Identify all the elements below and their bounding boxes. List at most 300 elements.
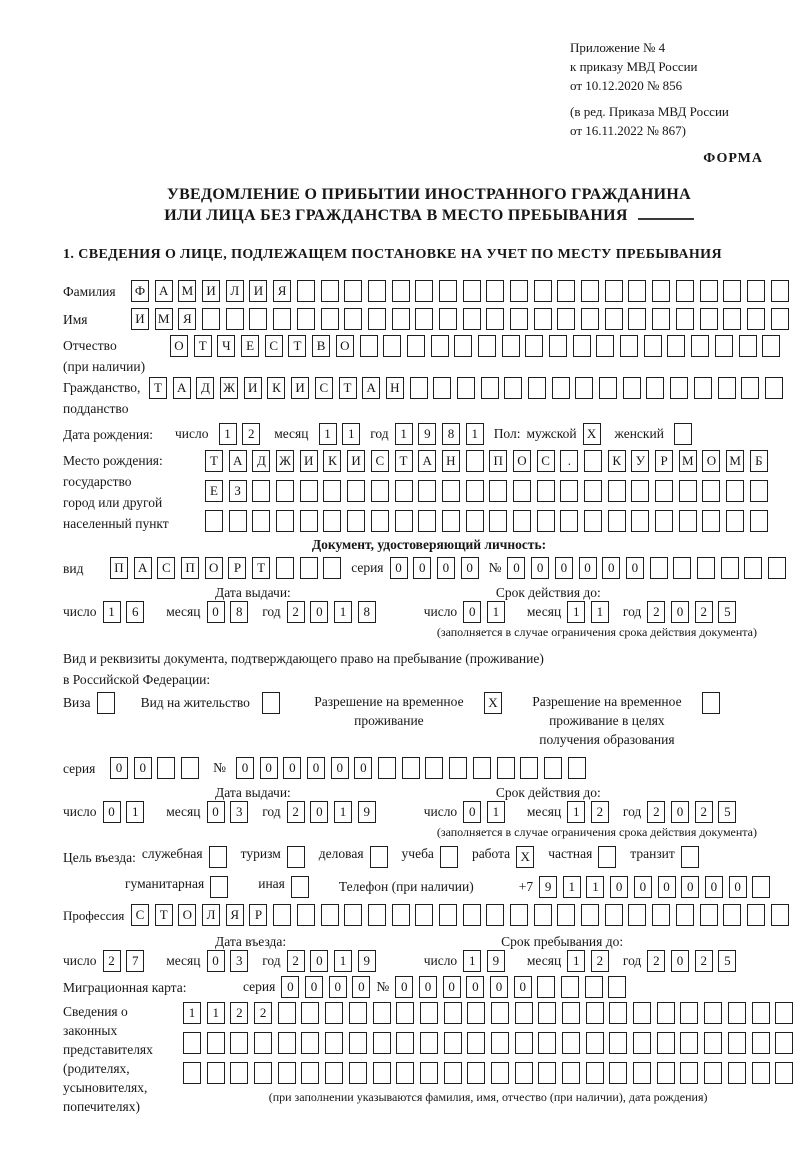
form-cell bbox=[657, 1032, 675, 1054]
form-cell bbox=[183, 1032, 201, 1054]
form-cell bbox=[549, 335, 567, 357]
form-cell bbox=[752, 1032, 770, 1054]
form-cell bbox=[481, 377, 499, 399]
issue-day-cells bbox=[103, 601, 145, 623]
form-cell: 2 bbox=[103, 950, 121, 972]
form-cell bbox=[515, 1002, 533, 1024]
form-cell bbox=[646, 377, 664, 399]
form-cell: Я bbox=[178, 308, 196, 330]
form-cell: О bbox=[702, 450, 720, 472]
form-cell bbox=[415, 308, 433, 330]
form-cell: 2 bbox=[287, 801, 305, 823]
form-cell bbox=[454, 335, 472, 357]
form-cell: О bbox=[513, 450, 531, 472]
identity-doc-dates bbox=[63, 601, 795, 623]
form-cell: 0 bbox=[329, 976, 347, 998]
form-cell bbox=[229, 510, 247, 532]
form-cell bbox=[489, 480, 507, 502]
form-cell bbox=[704, 1002, 722, 1024]
form-cell: О bbox=[205, 557, 223, 579]
form-cell bbox=[650, 557, 668, 579]
form-cell: 0 bbox=[681, 876, 699, 898]
form-cell: 0 bbox=[310, 601, 328, 623]
form-cell bbox=[510, 280, 528, 302]
form-cell bbox=[573, 335, 591, 357]
form-cell bbox=[557, 308, 575, 330]
form-cell: 2 bbox=[647, 601, 665, 623]
form-cell bbox=[537, 480, 555, 502]
form-cell bbox=[697, 557, 715, 579]
title-line-1: УВЕДОМЛЕНИЕ О ПРИБЫТИИ ИНОСТРАННОГО ГРАЖДАНИНА bbox=[167, 186, 691, 203]
form-cell bbox=[402, 757, 420, 779]
representatives-label: Сведения о законных представителях (родителях, усыновителях, попечителях) bbox=[63, 1004, 153, 1114]
form-cell: 0 bbox=[626, 557, 644, 579]
form-cell bbox=[491, 1062, 509, 1084]
birth-date-label: Дата рождения: bbox=[63, 426, 154, 442]
form-cell bbox=[750, 510, 768, 532]
form-cell: 0 bbox=[283, 757, 301, 779]
revision-line: (в ред. Приказа МВД России bbox=[570, 104, 729, 119]
form-cell bbox=[670, 377, 688, 399]
purpose-tourism: туризм bbox=[241, 846, 305, 868]
purpose-business: деловая bbox=[319, 846, 388, 868]
form-cell bbox=[644, 335, 662, 357]
form-cell: 0 bbox=[307, 757, 325, 779]
form-cell bbox=[297, 280, 315, 302]
form-cell: 2 bbox=[287, 950, 305, 972]
phone-cells bbox=[539, 876, 770, 898]
profession-cells bbox=[131, 904, 789, 926]
form-cell: Л bbox=[226, 280, 244, 302]
form-cell bbox=[680, 1002, 698, 1024]
purpose-row-1 bbox=[63, 846, 795, 868]
form-cell bbox=[667, 335, 685, 357]
form-cell bbox=[449, 757, 467, 779]
form-cell: 1 bbox=[126, 801, 144, 823]
form-cell bbox=[680, 1032, 698, 1054]
form-cell: А bbox=[362, 377, 380, 399]
birth-date-row bbox=[63, 423, 795, 445]
form-cell bbox=[360, 335, 378, 357]
purpose-private: частная bbox=[548, 846, 616, 868]
form-cell: И bbox=[347, 450, 365, 472]
form-cell: 0 bbox=[437, 557, 455, 579]
form-cell bbox=[368, 904, 386, 926]
issue-date-heading: Дата выдачи: bbox=[215, 785, 291, 800]
form-cell bbox=[325, 1062, 343, 1084]
residence-doc-intro bbox=[63, 648, 795, 690]
form-cell: Ж bbox=[220, 377, 238, 399]
form-cell: В bbox=[312, 335, 330, 357]
form-cell bbox=[525, 335, 543, 357]
surname-label: Фамилия bbox=[63, 283, 116, 299]
form-cell bbox=[325, 1032, 343, 1054]
form-cell: А bbox=[134, 557, 152, 579]
visa-checkbox bbox=[97, 692, 115, 714]
representatives-row-1 bbox=[183, 1002, 793, 1024]
form-cell bbox=[704, 1062, 722, 1084]
form-cell bbox=[679, 480, 697, 502]
form-cell bbox=[538, 1032, 556, 1054]
form-cell: 3 bbox=[230, 950, 248, 972]
form-cell bbox=[562, 1032, 580, 1054]
form-cell: 0 bbox=[443, 976, 461, 998]
form-cell bbox=[373, 1002, 391, 1024]
phone-prefix: +7 bbox=[518, 879, 534, 894]
form-cell bbox=[723, 904, 741, 926]
form-cell bbox=[599, 377, 617, 399]
form-cell bbox=[207, 1032, 225, 1054]
form-cell bbox=[657, 1062, 675, 1084]
form-cell: Т bbox=[252, 557, 270, 579]
form-cell bbox=[586, 1002, 604, 1024]
representatives-right bbox=[183, 1002, 793, 1105]
form-cell: С bbox=[537, 450, 555, 472]
form-cell: 2 bbox=[695, 950, 713, 972]
identity-doc-subheads bbox=[63, 585, 795, 601]
form-cell bbox=[486, 308, 504, 330]
form-cell bbox=[323, 557, 341, 579]
form-cell: И bbox=[202, 280, 220, 302]
form-cell bbox=[752, 876, 770, 898]
form-cell bbox=[608, 510, 626, 532]
form-cell: Р bbox=[249, 904, 267, 926]
form-cell bbox=[510, 904, 528, 926]
form-cell: 5 bbox=[718, 601, 736, 623]
form-cell bbox=[702, 480, 720, 502]
form-cell: Д bbox=[252, 450, 270, 472]
entry-dates-row bbox=[63, 950, 795, 972]
number-word: № bbox=[488, 560, 502, 575]
form-cell bbox=[581, 280, 599, 302]
valid-until-heading: Срок действия до: bbox=[495, 585, 601, 600]
form-cell bbox=[691, 335, 709, 357]
form-cell: С bbox=[265, 335, 283, 357]
form-cell bbox=[463, 904, 481, 926]
form-cell bbox=[628, 904, 646, 926]
form-cell: 1 bbox=[586, 876, 604, 898]
form-cell: 0 bbox=[390, 557, 408, 579]
form-cell: А bbox=[155, 280, 173, 302]
form-cell bbox=[586, 1032, 604, 1054]
form-cell: Я bbox=[226, 904, 244, 926]
residence-valid-month-cells bbox=[567, 801, 609, 823]
issue-date-heading: Дата выдачи: bbox=[215, 585, 291, 600]
form-cell: 0 bbox=[531, 557, 549, 579]
form-cell: 2 bbox=[591, 950, 609, 972]
form-cell bbox=[347, 510, 365, 532]
stay-day-cells bbox=[463, 950, 505, 972]
form-cell: З bbox=[229, 480, 247, 502]
birth-place-cells bbox=[205, 450, 768, 532]
form-cell bbox=[395, 480, 413, 502]
form-cell bbox=[694, 377, 712, 399]
form-cell: 1 bbox=[567, 801, 585, 823]
form-cell: 1 bbox=[567, 601, 585, 623]
appendix-block bbox=[570, 38, 795, 140]
form-cell bbox=[584, 450, 602, 472]
form-cell bbox=[278, 1062, 296, 1084]
form-cell: 9 bbox=[358, 801, 376, 823]
form-cell bbox=[652, 308, 670, 330]
form-cell: И bbox=[131, 308, 149, 330]
form-cell bbox=[181, 757, 199, 779]
form-cell: Р bbox=[655, 450, 673, 472]
form-cell: 0 bbox=[463, 801, 481, 823]
form-cell: Ж bbox=[276, 450, 294, 472]
purpose-row-2 bbox=[63, 876, 795, 898]
title-line-2: ИЛИ ЛИЦА БЕЗ ГРАЖДАНСТВА В МЕСТО ПРЕБЫВАНИЯ bbox=[164, 207, 628, 224]
form-cell: П bbox=[181, 557, 199, 579]
form-cell: 1 bbox=[103, 601, 121, 623]
doc-kind-label: вид bbox=[63, 560, 84, 576]
form-cell bbox=[771, 904, 789, 926]
entry-month-cells bbox=[207, 950, 249, 972]
form-cell: 2 bbox=[254, 1002, 272, 1024]
form-cell: 2 bbox=[647, 801, 665, 823]
purpose-transit: транзит bbox=[630, 846, 699, 868]
valid-year-cells bbox=[647, 601, 736, 623]
form-cell bbox=[396, 1002, 414, 1024]
form-cell: Т bbox=[288, 335, 306, 357]
form-cell: 2 bbox=[647, 950, 665, 972]
profession-row bbox=[63, 904, 795, 926]
issue-date-group: число 1 6 месяц 0 8 год 2 0 1 8 bbox=[63, 601, 376, 623]
form-cell bbox=[762, 335, 780, 357]
citizenship-row bbox=[63, 377, 795, 419]
form-cell: О bbox=[178, 904, 196, 926]
form-cell: 2 bbox=[591, 801, 609, 823]
form-cell bbox=[497, 757, 515, 779]
firstname-label: Имя bbox=[63, 311, 88, 327]
form-cell: К bbox=[608, 450, 626, 472]
form-cell bbox=[700, 280, 718, 302]
form-cell: С bbox=[315, 377, 333, 399]
form-cell bbox=[396, 1062, 414, 1084]
business-checkbox bbox=[370, 846, 388, 868]
form-cell: 2 bbox=[695, 601, 713, 623]
form-cell bbox=[252, 480, 270, 502]
form-cell bbox=[718, 377, 736, 399]
form-cell bbox=[278, 1032, 296, 1054]
form-cell bbox=[765, 377, 783, 399]
form-cell bbox=[230, 1032, 248, 1054]
entry-date-heading: Дата въезда: bbox=[215, 934, 287, 949]
form-cell: 3 bbox=[230, 801, 248, 823]
form-cell: 0 bbox=[260, 757, 278, 779]
appendix-line: Приложение № 4 bbox=[570, 40, 666, 55]
form-cell: 1 bbox=[219, 423, 237, 445]
form-cell bbox=[373, 1062, 391, 1084]
migration-card-row bbox=[63, 976, 795, 998]
form-cell bbox=[557, 904, 575, 926]
form-cell bbox=[301, 1062, 319, 1084]
form-cell bbox=[752, 1062, 770, 1084]
form-cell: 0 bbox=[514, 976, 532, 998]
form-cell: 1 bbox=[466, 423, 484, 445]
form-cell bbox=[538, 1002, 556, 1024]
form-cell bbox=[418, 480, 436, 502]
form-cell bbox=[349, 1002, 367, 1024]
form-cell: С bbox=[131, 904, 149, 926]
transit-checkbox bbox=[681, 846, 699, 868]
form-cell bbox=[728, 1062, 746, 1084]
form-cell bbox=[537, 976, 555, 998]
form-cell: А bbox=[229, 450, 247, 472]
form-cell bbox=[444, 1002, 462, 1024]
form-cell bbox=[534, 280, 552, 302]
citizenship-label: Гражданство, подданство bbox=[63, 380, 141, 416]
form-cell: 0 bbox=[352, 976, 370, 998]
representatives-cells bbox=[183, 1002, 793, 1084]
page-title bbox=[63, 184, 795, 226]
form-cell bbox=[439, 308, 457, 330]
form-cell bbox=[252, 510, 270, 532]
form-cell: Н bbox=[386, 377, 404, 399]
doc-number-cells bbox=[507, 557, 786, 579]
form-cell bbox=[457, 377, 475, 399]
form-cell bbox=[504, 377, 522, 399]
form-cell: 1 bbox=[487, 601, 505, 623]
form-cell: 0 bbox=[671, 601, 689, 623]
form-cell bbox=[276, 510, 294, 532]
purpose-study: учеба bbox=[402, 846, 458, 868]
valid-until-group: число 0 1 месяц 1 1 год 2 0 2 5 bbox=[424, 601, 737, 623]
form-cell bbox=[605, 280, 623, 302]
form-cell bbox=[467, 1002, 485, 1024]
form-cell bbox=[700, 904, 718, 926]
form-cell: 0 bbox=[671, 801, 689, 823]
work-checkbox: X bbox=[516, 846, 534, 868]
form-cell: 9 bbox=[539, 876, 557, 898]
form-cell bbox=[676, 280, 694, 302]
form-cell bbox=[728, 1002, 746, 1024]
form-cell bbox=[410, 377, 428, 399]
form-cell bbox=[537, 510, 555, 532]
form-cell: 0 bbox=[134, 757, 152, 779]
form-cell bbox=[679, 510, 697, 532]
number-word: № bbox=[376, 979, 390, 994]
form-cell: 1 bbox=[334, 801, 352, 823]
form-cell bbox=[249, 308, 267, 330]
form-cell: Н bbox=[442, 450, 460, 472]
form-cell bbox=[444, 1062, 462, 1084]
surname-row bbox=[63, 280, 795, 302]
form-cell: Т bbox=[149, 377, 167, 399]
form-cell bbox=[584, 480, 602, 502]
form-cell bbox=[741, 377, 759, 399]
form-cell: М bbox=[155, 308, 173, 330]
form-cell bbox=[723, 280, 741, 302]
form-cell bbox=[771, 308, 789, 330]
humanitarian-checkbox bbox=[210, 876, 228, 898]
purpose-official: служебная bbox=[142, 846, 227, 868]
form-cell bbox=[680, 1062, 698, 1084]
form-cell bbox=[418, 510, 436, 532]
form-cell: К bbox=[267, 377, 285, 399]
form-cell: 8 bbox=[442, 423, 460, 445]
form-cell: 0 bbox=[354, 757, 372, 779]
form-cell: Е bbox=[205, 480, 223, 502]
form-cell: 0 bbox=[579, 557, 597, 579]
residence-issue-month-cells bbox=[207, 801, 249, 823]
sex-female-label: женский bbox=[614, 426, 664, 441]
form-cell bbox=[473, 757, 491, 779]
form-cell bbox=[534, 308, 552, 330]
study-checkbox bbox=[440, 846, 458, 868]
doc-series-cells bbox=[390, 557, 479, 579]
form-cell: 0 bbox=[207, 950, 225, 972]
form-cell bbox=[486, 280, 504, 302]
form-cell: Л bbox=[202, 904, 220, 926]
form-cell bbox=[463, 308, 481, 330]
form-cell: 1 bbox=[183, 1002, 201, 1024]
form-cell: 0 bbox=[729, 876, 747, 898]
form-cell bbox=[433, 377, 451, 399]
form-cell bbox=[415, 904, 433, 926]
form-cell bbox=[676, 308, 694, 330]
appendix-line: от 10.12.2020 № 856 bbox=[570, 78, 683, 93]
form-cell bbox=[608, 976, 626, 998]
form-cell: Б bbox=[750, 450, 768, 472]
valid-day-cells bbox=[463, 601, 505, 623]
form-cell bbox=[466, 510, 484, 532]
form-cell bbox=[371, 480, 389, 502]
form-cell: 5 bbox=[718, 950, 736, 972]
form-cell bbox=[520, 757, 538, 779]
form-cell: 0 bbox=[103, 801, 121, 823]
form-cell bbox=[478, 335, 496, 357]
form-cell bbox=[657, 1002, 675, 1024]
identity-doc-row bbox=[63, 557, 795, 579]
form-cell bbox=[560, 480, 578, 502]
form-cell bbox=[513, 480, 531, 502]
form-cell: 1 bbox=[563, 876, 581, 898]
number-word: № bbox=[213, 760, 226, 775]
patronymic-cells bbox=[170, 335, 780, 357]
form-cell: 1 bbox=[334, 601, 352, 623]
form-cell bbox=[534, 904, 552, 926]
form-cell bbox=[444, 1032, 462, 1054]
form-cell bbox=[605, 904, 623, 926]
form-cell: 9 bbox=[418, 423, 436, 445]
form-cell bbox=[467, 1062, 485, 1084]
form-cell bbox=[183, 1062, 201, 1084]
form-cell: 0 bbox=[395, 976, 413, 998]
form-cell: Е bbox=[241, 335, 259, 357]
form-cell bbox=[226, 308, 244, 330]
doc-kind-cells bbox=[110, 557, 341, 579]
form-cell: 0 bbox=[602, 557, 620, 579]
form-cell bbox=[628, 280, 646, 302]
form-cell: Т bbox=[194, 335, 212, 357]
form-cell: Д bbox=[196, 377, 214, 399]
year-word: год bbox=[370, 426, 389, 441]
form-cell bbox=[771, 280, 789, 302]
stay-until-heading: Срок пребывания до: bbox=[501, 934, 624, 949]
form-cell bbox=[392, 280, 410, 302]
form-cell: 1 bbox=[319, 423, 337, 445]
form-cell bbox=[323, 510, 341, 532]
form-cell bbox=[502, 335, 520, 357]
sex-female-checkbox bbox=[674, 423, 692, 445]
form-cell: 2 bbox=[230, 1002, 248, 1024]
form-cell bbox=[297, 904, 315, 926]
citizenship-cells bbox=[149, 377, 783, 399]
form-cell bbox=[378, 757, 396, 779]
form-cell: 0 bbox=[207, 601, 225, 623]
form-cell bbox=[486, 904, 504, 926]
